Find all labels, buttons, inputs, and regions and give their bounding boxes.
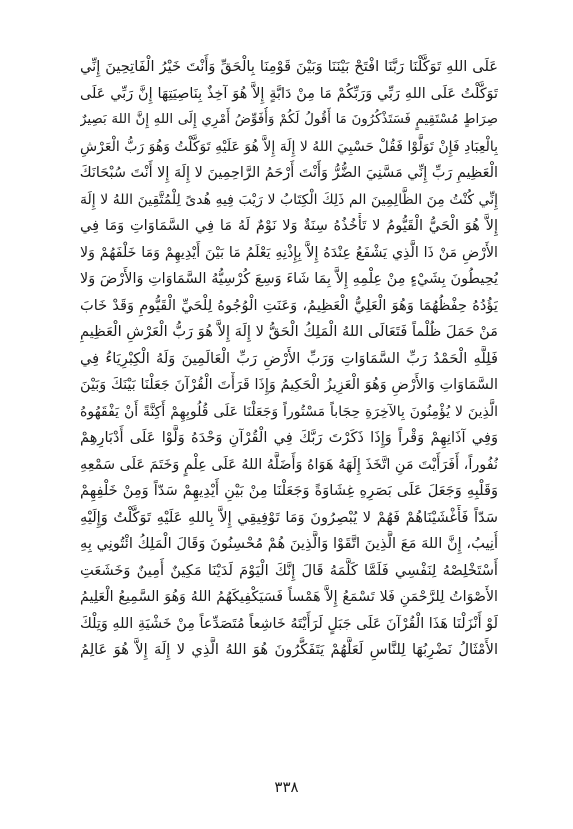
text-line-22: لَوْ أَنْزَلْنَا هَذَا الْقُرْآنَ عَلَى جَبَلٍ لَرَأَيْتَهُ خَاشِعاً مُتَصَدِّعاً مِنْ خَشْيَةِ اللهِ وَتِلْكَ: [80, 615, 498, 632]
text-line-19: أُنِيبُ، إِنَّ اللهَ مَعَ الَّذِينَ اتَّقَوْا وَالَّذِينَ هُمْ مُحْسِنُونَ وَقَالَ الْمَلِكُ ائْتُونِي بِهِ: [80, 535, 498, 552]
page-number: ٣٣٨: [274, 778, 299, 796]
text-line-16: نُفُوراً، أَفَرَأَيْتَ مَنِ اتَّخَذَ إِلَهَهُ هَوَاهُ وَأَضَلَّهُ اللهُ عَلَى عِلْمٍ وَخَتَمَ عَلَى سَمْعِهِ: [80, 456, 498, 473]
text-line-11: مَنْ حَمَلَ ظُلْماً فَتَعَالَى اللهُ الْمَلِكُ الْحَقُّ لا إِلَهَ إِلاَّ هُوَ رَبُّ الْعَرْشِ الْعَظِيمِ: [80, 323, 498, 340]
text-line-18: سَدّاً فَأَغْشَيْنَاهُمْ فَهُمْ لا يُبْصِرُونَ وَمَا تَوْفِيقِي إِلاَّ بِاللهِ عَلَيْهِ تَوَكَّلْتُ وَإِلَيْهِ: [80, 508, 498, 526]
text-line-3: صِرَاطٍ مُسْتَقِيمٍ فَسَتَذْكُرُونَ مَا أَقُولُ لَكُمْ وَأُفَوِّضُ أَمْرِي إِلَى اللهِ إِنَّ اللهَ بَصِيرٌ: [80, 112, 498, 127]
text-line-1: عَلَى اللهِ تَوَكَّلْنَا رَبَّنَا افْتَحْ بَيْنَنَا وَبَيْنَ قَوْمِنَا بِالْحَقِّ وَأَنْتَ خَيْرُ الْفَاتِحِينَ إِنِّي: [80, 58, 498, 75]
text-line-4: بِالْعِبَادِ فَإِنْ تَوَلَّوْا فَقُلْ حَسْبِيَ اللهُ لا إِلَهَ إِلاَّ هُوَ عَلَيْهِ تَوَكَّلْتُ وَهُوَ رَبُّ الْعَرْشِ: [80, 138, 498, 155]
text-line-20: أَسْتَخْلِصْهُ لِنَفْسِي فَلَمَّا كَلَّمَهُ قَالَ إِنَّكَ الْيَوْمَ لَدَيْنَا مَكِينٌ أَمِينٌ وَخَشَعَتِ: [80, 561, 498, 579]
text-line-23: الأَمْثَالُ نَضْرِبُهَا لِلنَّاسِ لَعَلَّهُمْ يَتَفَكَّرُونَ هُوَ اللهُ الَّذِي لا إِلَهَ إِلاَّ هُوَ عَالِمُ: [80, 641, 498, 658]
text-line-7: إِلاَّ هُوَ الْحَيُّ الْقَيُّومُ لا تَأْخُذُهُ سِنَةٌ وَلا نَوْمٌ لَهُ مَا فِي السَّمَاوَاتِ وَمَا فِي: [80, 217, 498, 234]
text-line-10: يَؤُدُهُ حِفْظُهُمَا وَهُوَ الْعَلِيُّ الْعَظِيمُ، وَعَنَتِ الْوُجُوهُ لِلْحَيِّ الْقَيُّومِ وَقَدْ خَابَ: [80, 296, 498, 314]
text-line-5: الْعَظِيمِ رَبِّ إِنِّي مَسَّنِيَ الضُّرُّ وَأَنْتَ أَرْحَمُ الرَّاحِمِينَ لا إِلَهَ إِلا أَنْتَ سُبْحَانَكَ: [80, 165, 498, 181]
text-line-12: فَلِلَّهِ الْحَمْدُ رَبِّ السَّمَاوَاتِ وَرَبِّ الأَرْضِ رَبِّ الْعَالَمِينَ وَلَهُ الْكِبْرِيَاءُ فِي: [80, 349, 498, 367]
text-line-2: تَوَكَّلْتُ عَلَى اللهِ رَبِّي وَرَبِّكُمْ مَا مِنْ دَابَّةٍ إِلاَّ هُوَ آخِذٌ بِنَاصِيَتِهَا إِنَّ رَبِّي عَلَى: [80, 85, 498, 102]
text-line-14: الَّذِينَ لا يُؤْمِنُونَ بِالآخِرَةِ حِجَاباً مَسْتُوراً وَجَعَلْنَا عَلَى قُلُوبِهِمْ أَكِنَّةً أَنْ يَفْقَهُوهُ: [80, 403, 498, 420]
text-line-17: وَقَلْبِهِ وَجَعَلَ عَلَى بَصَرِهِ غِشَاوَةً وَجَعَلْنَا مِنْ بَيْنِ أَيْدِيهِمْ سَدّاً وَمِنْ خَلْفِهِمْ: [80, 482, 498, 499]
text-line-21: الأَصْوَاتُ لِلرَّحْمَنِ فَلا تَسْمَعُ إِلاَّ هَمْساً فَسَيَكْفِيكَهُمُ اللهُ وَهُوَ السَّمِيعُ الْعَلِيمُ: [80, 589, 498, 605]
text-line-6: إِنِّي كُنْتُ مِنَ الظَّالِمِينَ الم ذَلِكَ الْكِتَابُ لا رَيْبَ فِيهِ هُدىً لِلْمُتَّقِينَ اللهُ لا إِلَهَ: [80, 191, 498, 208]
text-line-8: الأَرْضِ مَنْ ذَا الَّذِي يَشْفَعُ عِنْدَهُ إِلاَّ بِإِذْنِهِ يَعْلَمُ مَا بَيْنَ أَيْدِيهِمْ وَمَا خَلْفَهُمْ وَلا: [80, 244, 498, 261]
text-line-13: السَّمَاوَاتِ وَالأَرْضِ وَهُوَ الْعَزِيزُ الْحَكِيمُ وَإِذَا قَرَأْتَ الْقُرْآنَ جَعَلْنَا بَيْنَكَ وَبَيْنَ: [80, 377, 498, 393]
body-text: [80, 54, 498, 664]
text-line-9: يُحِيطُونَ بِشَيْءٍ مِنْ عِلْمِهِ إِلاَّ بِمَا شَاءَ وَسِعَ كُرْسِيُّهُ السَّمَاوَاتِ وَالأَرْضَ وَلا: [80, 271, 498, 287]
text-line-15: وَفِي آذَانِهِمْ وَقْراً وَإِذَا ذَكَرْتَ رَبَّكَ فِي الْقُرْآنِ وَحْدَهُ وَلَّوْا عَلَى أَدْبَارِهِمْ: [80, 429, 498, 446]
